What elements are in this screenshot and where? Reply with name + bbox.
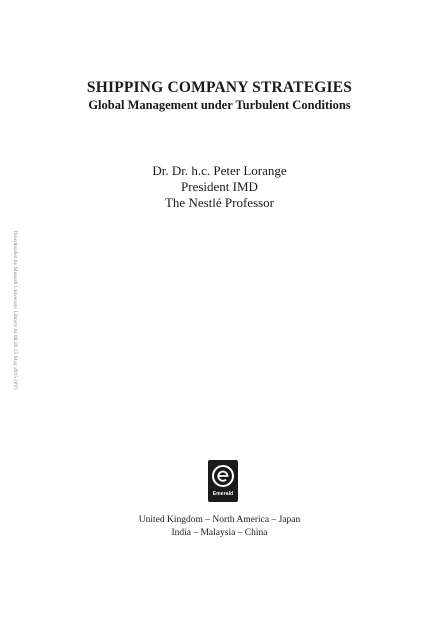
book-title: SHIPPING COMPANY STRATEGIES [86, 79, 353, 96]
author-name: Dr. Dr. h.c. Peter Lorange [152, 163, 287, 178]
locations-line-1: United Kingdom – North America – Japan [138, 515, 301, 525]
publisher-logo [208, 460, 238, 502]
publisher-locations [0, 514, 439, 540]
author-chair: The Nestlé Professor [164, 195, 275, 210]
title-block [0, 78, 439, 113]
book-subtitle: Global Management under Turbulent Conditions [88, 98, 351, 112]
locations-line-2: India – Malaysia – China [171, 528, 268, 538]
author-role: President IMD [181, 179, 258, 194]
author-block [0, 163, 439, 211]
publisher-logo-text: Emerald [212, 491, 234, 497]
download-watermark: Downloaded by Monash University Library At 08:26 25 May 2015 (PT) [12, 230, 18, 390]
emerald-e-icon [211, 463, 235, 489]
